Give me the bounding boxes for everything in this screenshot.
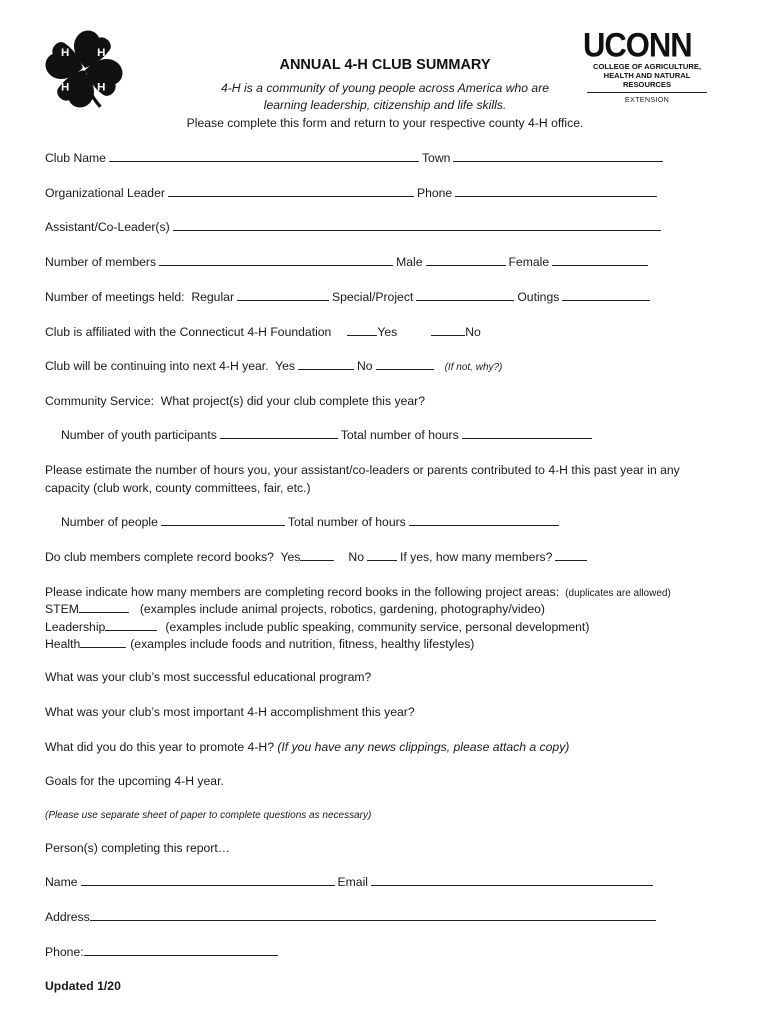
- members-row: [45, 254, 651, 270]
- health-blank[interactable]: [80, 636, 126, 648]
- total-hours-label: Total number of hours: [340, 428, 459, 442]
- leadership-row: [45, 619, 589, 635]
- health-row: [45, 636, 474, 652]
- address-label: Address: [45, 910, 90, 924]
- meetings-row: [45, 289, 653, 305]
- num-people-row: [61, 514, 562, 530]
- stem-row: [45, 601, 545, 617]
- name-email-row: [45, 874, 656, 890]
- stem-examples: (examples include animal projects, robotics, gardening, photography/video): [139, 602, 545, 616]
- phone-label: Phone: [416, 186, 453, 200]
- outings-blank[interactable]: [562, 289, 650, 301]
- separate-sheet-note: (Please use separate sheet of paper to complete questions as necessary): [45, 810, 372, 821]
- if-yes-blank[interactable]: [555, 549, 587, 561]
- successful-program-question: What was your club’s most successful educational program?: [45, 670, 372, 684]
- svg-text:H: H: [61, 46, 70, 59]
- assistant-blank[interactable]: [173, 219, 661, 231]
- meetings-regular-blank[interactable]: [237, 289, 329, 301]
- total-hours-blank[interactable]: [462, 427, 592, 439]
- org-leader-label: Organizational Leader: [45, 186, 165, 200]
- female-blank[interactable]: [552, 254, 648, 266]
- promote-note: (If you have any news clippings, please attach a copy): [277, 740, 570, 754]
- assistant-label: Assistant/Co-Leader(s): [45, 220, 170, 234]
- male-blank[interactable]: [426, 254, 506, 266]
- page-title: ANNUAL 4-H CLUB SUMMARY: [279, 57, 491, 73]
- health-examples: (examples include foods and nutrition, fitness, healthy lifestyles): [130, 637, 475, 651]
- project-areas-row: [45, 584, 671, 602]
- record-no-blank[interactable]: [367, 549, 397, 561]
- foundation-row: [45, 324, 481, 340]
- updated-date: Updated 1/20: [45, 979, 121, 993]
- youth-participants-blank[interactable]: [220, 427, 338, 439]
- female-label: Female: [508, 255, 550, 269]
- continuing-row: [45, 358, 502, 376]
- address-row: [45, 909, 656, 925]
- leadership-label: Leadership: [45, 620, 106, 634]
- address-blank[interactable]: [90, 909, 656, 921]
- project-areas-label: Please indicate how many members are completing record books in the following project areas:: [45, 585, 560, 599]
- foundation-yes-blank[interactable]: [347, 324, 377, 336]
- tagline-line-2: learning leadership, citizenship and life skills.: [263, 98, 507, 112]
- email-blank[interactable]: [371, 874, 653, 886]
- continuing-no-label: No: [357, 359, 373, 373]
- health-label: Health: [45, 637, 81, 651]
- num-members-blank[interactable]: [159, 254, 393, 266]
- male-label: Male: [396, 255, 423, 269]
- form-instruction: Please complete this form and return to your respective county 4-H office.: [186, 116, 584, 130]
- stem-label: STEM: [45, 602, 79, 616]
- club-name-blank[interactable]: [109, 150, 419, 162]
- stem-blank[interactable]: [79, 601, 129, 613]
- num-members-label: Number of members: [45, 255, 157, 269]
- continuing-no-blank[interactable]: [376, 358, 434, 370]
- name-blank[interactable]: [81, 874, 335, 886]
- club-name-label: Club Name: [45, 151, 106, 165]
- phone-footer-row: [45, 944, 278, 960]
- svg-text:H: H: [61, 81, 70, 94]
- name-label: Name: [45, 875, 78, 889]
- special-project-label: Special/Project: [332, 290, 414, 304]
- tagline-line-1: 4-H is a community of young people across America who are: [220, 81, 550, 95]
- org-leader-blank[interactable]: [168, 185, 414, 197]
- svg-text:H: H: [97, 46, 106, 59]
- promote-question: What did you do this year to promote 4-H?: [45, 740, 274, 754]
- leadership-examples: (examples include public speaking, community service, personal development): [165, 620, 590, 634]
- leadership-blank[interactable]: [105, 619, 157, 631]
- goals-question: Goals for the upcoming 4-H year.: [45, 774, 224, 788]
- phone-blank[interactable]: [455, 185, 657, 197]
- persons-completing-label: Person(s) completing this report…: [45, 841, 230, 855]
- youth-participants-row: [61, 427, 595, 443]
- uconn-extension: EXTENSION: [624, 95, 670, 104]
- record-yes-blank[interactable]: [300, 549, 334, 561]
- youth-participants-label: Number of youth participants: [61, 428, 217, 442]
- svg-text:H: H: [97, 81, 106, 94]
- record-books-row: [45, 549, 590, 565]
- uconn-wordmark: UCONN: [583, 25, 692, 65]
- email-label: Email: [337, 875, 368, 889]
- estimate-line-1: Please estimate the number of hours you, your assistant/co-leaders or parents contributed to 4-H this past year in any: [45, 463, 680, 477]
- num-people-label: Number of people: [61, 515, 158, 529]
- phone-footer-label: Phone:: [45, 945, 84, 959]
- foundation-no-label: No: [465, 325, 481, 339]
- meetings-regular-label: Number of meetings held: Regular: [45, 290, 235, 304]
- foundation-label: Club is affiliated with the Connecticut 4-H Foundation: [45, 325, 332, 339]
- if-yes-label: If yes, how many members?: [399, 550, 553, 564]
- org-leader-row: [45, 185, 660, 201]
- foundation-no-blank[interactable]: [431, 324, 465, 336]
- special-project-blank[interactable]: [416, 289, 514, 301]
- uconn-college-name: COLLEGE OF AGRICULTURE, HEALTH AND NATURAL RESOURCES: [593, 62, 701, 89]
- if-not-why-note: (If not, why?): [444, 362, 503, 373]
- community-service-question: Community Service: What project(s) did your club complete this year?: [45, 394, 425, 408]
- promote-row: [45, 739, 569, 755]
- foundation-yes-label: Yes: [377, 325, 398, 339]
- duplicates-note: (duplicates are allowed): [565, 588, 671, 599]
- total-hours-2-blank[interactable]: [409, 514, 559, 526]
- estimate-line-2: capacity (club work, county committees, fair, etc.): [45, 481, 311, 495]
- club-name-row: [45, 150, 666, 166]
- record-books-label: Do club members complete record books? Yes: [45, 550, 301, 564]
- record-no-label: No: [348, 550, 364, 564]
- accomplishment-question: What was your club’s most important 4-H accomplishment this year?: [45, 705, 415, 719]
- continuing-yes-blank[interactable]: [298, 358, 354, 370]
- town-label: Town: [421, 151, 451, 165]
- continuing-label: Club will be continuing into next 4-H year. Yes: [45, 359, 295, 373]
- town-blank[interactable]: [453, 150, 663, 162]
- outings-label: Outings: [517, 290, 560, 304]
- phone-footer-blank[interactable]: [84, 944, 278, 956]
- assistant-row: [45, 219, 664, 235]
- total-hours-2-label: Total number of hours: [287, 515, 406, 529]
- num-people-blank[interactable]: [161, 514, 285, 526]
